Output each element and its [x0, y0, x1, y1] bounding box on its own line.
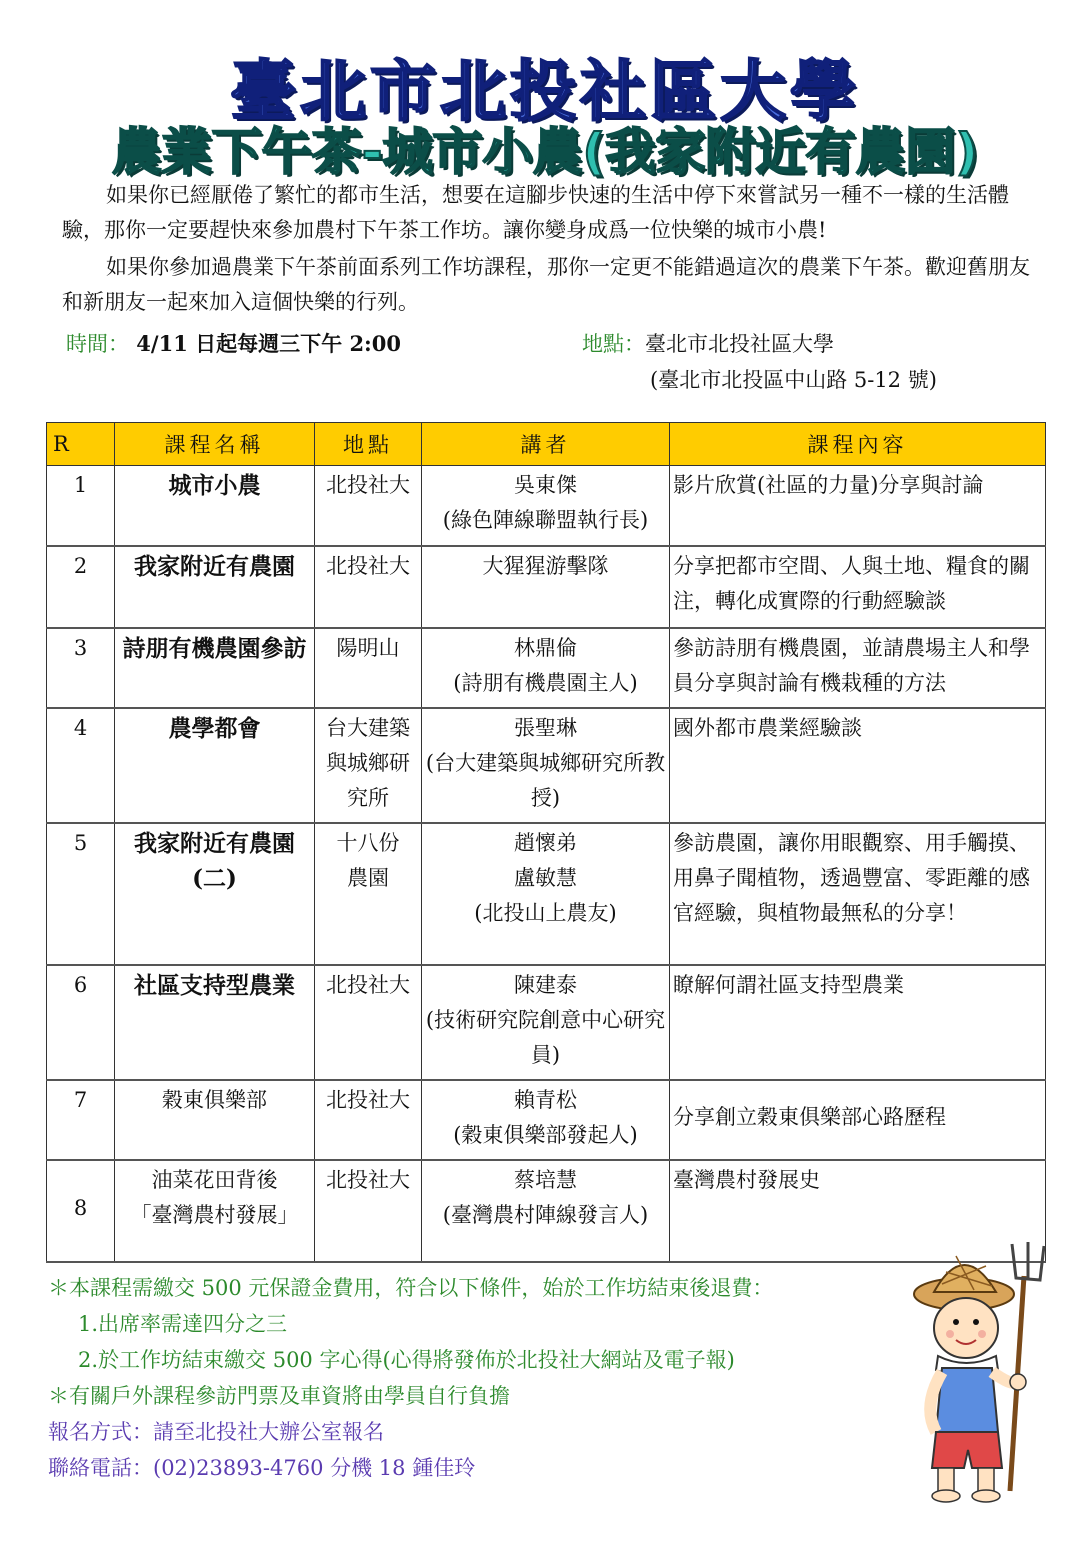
table-row — [47, 823, 1046, 965]
page-title: 臺北市北投社區大學 — [230, 53, 860, 130]
place-value: 臺北市北投社區大學 — [645, 332, 834, 356]
table-row — [47, 466, 1046, 546]
course-content: 分享把都市空間、人與土地、糧食的關注，轉化成實際的行動經驗談 — [670, 546, 1046, 628]
intro-paragraph-2: 如果你參加過農業下午茶前面系列工作坊課程，那你一定更不能錯過這次的農業下午茶。歡迎舊朋友和新朋友一起來加入這個快樂的行列。 — [62, 255, 1030, 314]
course-name: 詩朋有機農園參訪 — [115, 628, 315, 708]
farmer-icon — [912, 1236, 1060, 1506]
course-teacher: 陳建泰 (技術研究院創意中心研究員) — [422, 965, 670, 1080]
course-content: 臺灣農村發展史 — [670, 1160, 1046, 1262]
row-number: 6 — [47, 965, 115, 1080]
time-label: 時間： — [66, 332, 129, 356]
course-teacher: 大猩猩游擊隊 — [422, 546, 670, 628]
course-place: 台大建築與城鄉研究所 — [315, 708, 422, 823]
row-number: 8 — [47, 1160, 115, 1262]
note-tickets: ＊有關戶外課程參訪門票及車資將由學員自行負擔 — [48, 1384, 510, 1408]
course-name: 農學都會 — [115, 708, 315, 823]
table-row — [47, 1160, 1046, 1262]
course-teacher: 林鼎倫 (詩朋有機農園主人) — [422, 628, 670, 708]
address: (臺北市北投區中山路 5-12 號) — [650, 368, 937, 392]
page-subtitle: 農業下午茶-城市小農(我家附近有農園) — [111, 123, 979, 181]
note-condition-2: 2.於工作坊結束繳交 500 字心得(心得將發佈於北投社大網站及電子報) — [78, 1348, 735, 1372]
contact-info: 聯絡電話：(02)23893-4760 分機 18 鍾佳玲 — [48, 1456, 476, 1480]
course-teacher: 吳東傑 (綠色陣線聯盟執行長) — [422, 466, 670, 546]
course-content: 瞭解何謂社區支持型農業 — [670, 965, 1046, 1080]
signup-info: 報名方式：請至北投社大辦公室報名 — [48, 1420, 384, 1444]
table-row — [47, 1080, 1046, 1160]
time-info — [66, 326, 401, 362]
col-header-name: 課程名稱 — [115, 423, 315, 466]
course-place: 北投社大 — [315, 546, 422, 628]
course-name: 我家附近有農園 — [115, 546, 315, 628]
row-number: 7 — [47, 1080, 115, 1160]
course-name: 穀東俱樂部 — [115, 1080, 315, 1160]
course-place: 北投社大 — [315, 1160, 422, 1262]
row-number: 2 — [47, 546, 115, 628]
place-label: 地點： — [582, 332, 645, 356]
course-place: 北投社大 — [315, 965, 422, 1080]
course-content: 分享創立穀東俱樂部心路歷程 — [670, 1080, 1046, 1160]
place-info — [582, 326, 834, 362]
col-header-content: 課程內容 — [670, 423, 1046, 466]
course-place: 陽明山 — [315, 628, 422, 708]
col-header-place: 地點 — [315, 423, 422, 466]
row-number: 4 — [47, 708, 115, 823]
note-condition-1: 1.出席率需達四分之三 — [78, 1312, 288, 1336]
course-table — [46, 422, 1046, 1263]
course-teacher: 蔡培慧 (臺灣農村陣線發言人) — [422, 1160, 670, 1262]
course-place: 北投社大 — [315, 466, 422, 546]
course-name: 我家附近有農園 (二) — [115, 823, 315, 965]
course-teacher: 賴青松 (穀東俱樂部發起人) — [422, 1080, 670, 1160]
notes-section — [48, 1270, 773, 1486]
course-name: 城市小農 — [115, 466, 315, 546]
course-teacher: 張聖琳 (台大建築與城鄉研究所教授) — [422, 708, 670, 823]
col-header-r: R — [47, 423, 115, 466]
table-header-row — [47, 423, 1046, 466]
course-content: 參訪詩朋有機農園，並請農場主人和學員分享與討論有機栽種的方法 — [670, 628, 1046, 708]
table-row — [47, 965, 1046, 1080]
course-teacher: 趙懷弟 盧敏慧 (北投山上農友) — [422, 823, 670, 965]
table-row — [47, 546, 1046, 628]
row-number: 5 — [47, 823, 115, 965]
course-place: 北投社大 — [315, 1080, 422, 1160]
course-content: 參訪農園，讓你用眼觀察、用手觸摸、用鼻子聞植物，透過豐富、零距離的感官經驗，與植物最無私的分享！ — [670, 823, 1046, 965]
course-name: 油菜花田背後 「臺灣農村發展」 — [115, 1160, 315, 1262]
row-number: 1 — [47, 466, 115, 546]
table-row — [47, 628, 1046, 708]
intro-paragraph-1: 如果你已經厭倦了繁忙的都市生活，想要在這腳步快速的生活中停下來嘗試另一種不一樣的生活體驗，那你一定要趕快來參加農村下午茶工作坊。讓你變身成爲一位快樂的城市小農! — [62, 183, 1009, 242]
course-content: 影片欣賞(社區的力量)分享與討論 — [670, 466, 1046, 546]
course-name: 社區支持型農業 — [115, 965, 315, 1080]
col-header-teacher: 講者 — [422, 423, 670, 466]
time-value: 4/11 日起每週三下午 2:00 — [129, 331, 402, 356]
table-row — [47, 708, 1046, 823]
row-number: 3 — [47, 628, 115, 708]
note-deposit: ＊本課程需繳交 500 元保證金費用，符合以下條件，始於工作坊結束後退費： — [48, 1276, 774, 1300]
course-place: 十八份 農園 — [315, 823, 422, 965]
course-content: 國外都市農業經驗談 — [670, 708, 1046, 823]
